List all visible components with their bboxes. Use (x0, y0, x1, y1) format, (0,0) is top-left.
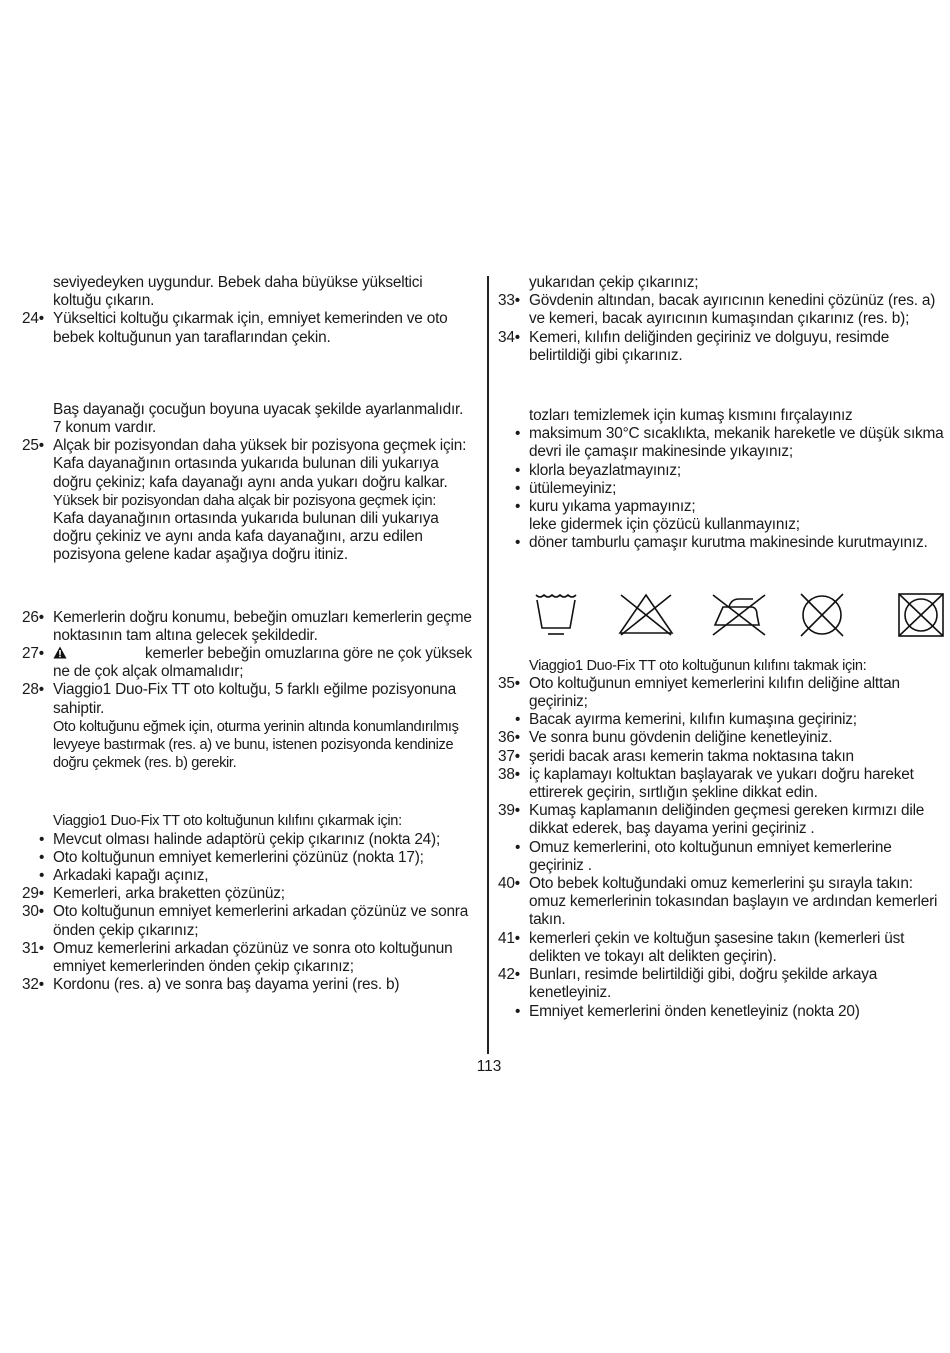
step-31: 31• Omuz kemerlerini arkadan çözünüz ve sonra oto koltuğunun emniyet kemerlerinden önden çekip çıkarınız; (22, 939, 453, 976)
step-28: 28• Viaggio1 Duo-Fix TT oto koltuğu, 5 farklı eğilme pozisyonuna sahiptir. (22, 681, 456, 717)
bullet-item: • kuru yıkama yapmayınız; (515, 498, 696, 516)
bullet-item: • Omuz kemerlerini, oto koltuğunun emniyet kemerlerine geçiriniz . (515, 838, 892, 874)
paragraph-continued: seviyedeyken uygundur. Bebek daha büyükse yükseltici koltuğu çıkarın. (53, 274, 423, 310)
paragraph-continued: yukarıdan çekip çıkarınız; (529, 274, 699, 291)
step-38: 38• iç kaplamayı koltuktan başlayarak ve yukarı doğru hareket ettirerek geçirin, sırtlığın şekline dikkat edin. (498, 765, 914, 802)
no-bleach-icon (617, 593, 675, 642)
step-30: 30• Oto koltuğunun emniyet kemerlerini arkadan çözünüz ve sonra önden çekip çıkarınız; (22, 903, 469, 939)
step-number: 33• (498, 292, 520, 310)
step-42: 42• Bunları, resimde belirtildiği gibi, doğru şekilde arkaya kenetleyiniz. (498, 966, 878, 1002)
step-28-note: Oto koltuğunu eğmek için, oturma yerinin altında konumlandırılmış levyeye bastırmak (res. a) ve bunu, istenen pozisyonda kendinize doğru çekmek (res. b) gerekir. (53, 718, 459, 772)
step-number: 27• (22, 645, 44, 663)
bullet-item: • Oto koltuğunun emniyet kemerlerini çözünüz (nokta 17); (39, 848, 424, 866)
fit-cover-intro: Viaggio1 Duo-Fix TT oto koltuğunun kılıfını takmak için: (529, 657, 867, 674)
washing-intro: tozları temizlemek için kumaş kısmını fırçalayınız (529, 407, 853, 425)
step-number: 30• (22, 903, 44, 921)
wash-30-icon (535, 592, 577, 643)
bullet-item: • Arkadaki kapağı açınız, (39, 867, 209, 885)
step-33: 33• Gövdenin altından, bacak ayırıcının kenedini çözünüz (res. a) ve kemeri, bacak ayırıcının kumaşından çıkarınız (res. b); (498, 292, 936, 328)
step-25-note-2: Kafa dayanağının ortasında yukarıda bulunan dili yukarıya doğru çekiniz ve aynı anda kafa dayanağını, arzu edilen pozisyona gelene kadar aşağıya doğru itiniz. (53, 510, 439, 564)
step-number: 24• (22, 310, 44, 328)
step-number: 31• (22, 939, 44, 957)
step-27: 27• kemerler bebeğin omuzlarına göre ne çok yüksek ne de çok alçak olmamalıdır; (22, 645, 473, 681)
no-tumble-dry-icon (895, 592, 947, 643)
step-number: 29• (22, 885, 44, 903)
step-number: 38• (498, 765, 520, 783)
bullet-item: • Bacak ayırma kemerini, kılıfın kumaşına geçiriniz; (515, 711, 857, 729)
step-36: 36• Ve sonra bunu gövdenin deliğine kenetleyiniz. (498, 729, 833, 747)
bullet-item: • maksimum 30°C sıcaklıkta, mekanik hareketle ve düşük sıkma devri ile çamaşır makinesinde yıkayınız; (515, 425, 944, 461)
step-34: 34• Kemeri, kılıfın deliğinden geçiriniz ve dolguyu, resimde belirtildiği gibi çıkarınız. (498, 328, 890, 364)
bullet-item: • klorla beyazlatmayınız; (515, 461, 681, 479)
step-number: 36• (498, 729, 520, 747)
step-number: 26• (22, 608, 44, 626)
bullet-item: • döner tamburlu çamaşır kurutma makinesinde kurutmayınız. (515, 534, 928, 552)
step-number: 32• (22, 976, 44, 994)
step-41: 41• kemerleri çekin ve koltuğun şasesine takın (kemerleri üst delikten ve tokayı alt delikten geçirin). (498, 929, 905, 965)
step-24: 24• Yükseltici koltuğu çıkarmak için, emniyet kemerinden ve oto bebek koltuğunun yan taraflarından çekin. (22, 310, 448, 346)
bullet-item: • Emniyet kemerlerini önden kenetleyiniz (nokta 20) (515, 1002, 860, 1020)
right-column (498, 274, 946, 1021)
step-number: 34• (498, 328, 520, 346)
step-40: 40• Oto bebek koltuğundaki omuz kemerlerini şu sırayla takın: omuz kemerlerinin tokasından başlayın ve ardından kemerleri takın. (498, 875, 938, 929)
warning-icon (53, 646, 67, 659)
bullet-item: • ütülemeyiniz; (515, 479, 617, 497)
page-number: 113 (476, 1058, 502, 1075)
step-number: 41• (498, 929, 520, 947)
headrest-intro: Baş dayanağı çocuğun boyuna uyacak şekilde ayarlanmalıdır. 7 konum vardır. (53, 400, 464, 437)
bullet-item-continued: leke gidermek için çözücü kullanmayınız; (529, 516, 800, 534)
step-26: 26• Kemerlerin doğru konumu, bebeğin omuzları kemerlerin geçme noktasının tam altına gelecek şekildedir. (22, 608, 472, 644)
step-number: 39• (498, 802, 520, 820)
step-37: 37• şeridi bacak arası kemerin takma noktasına takın (498, 747, 854, 765)
step-number: 28• (22, 681, 44, 699)
step-25-note: Yüksek bir pozisyondan daha alçak bir pozisyona geçmek için: (53, 492, 436, 509)
step-number: 35• (498, 674, 520, 692)
bullet-item: • Mevcut olması halinde adaptörü çekip çıkarınız (nokta 24); (39, 830, 441, 848)
step-number: 42• (498, 966, 520, 984)
no-dry-clean-icon (797, 592, 847, 643)
column-divider (487, 276, 489, 1054)
remove-cover-intro: Viaggio1 Duo-Fix TT oto koltuğunun kılıfını çıkarmak için: (53, 813, 402, 830)
step-number: 25• (22, 437, 44, 455)
step-25: 25• Alçak bir pozisyondan daha yüksek bir pozisyona geçmek için: Kafa dayanağının ortasında yukarıda bulunan dili yukarıya doğru çekiniz; kafa dayanağı aynı anda yukarı doğru kalkar. (22, 437, 467, 491)
step-32: 32• Kordonu (res. a) ve sonra baş dayama yerini (res. b) (22, 976, 400, 994)
left-column (22, 274, 474, 995)
step-29: 29• Kemerleri, arka braketten çözünüz; (22, 885, 285, 903)
step-35: 35• Oto koltuğunun emniyet kemerlerini kılıfın deliğine alttan geçiriniz; (498, 674, 900, 711)
step-39: 39• Kumaş kaplamanın deliğinden geçmesi gereken kırmızı dile dikkat ederek, baş dayama yerini geçiriniz . (498, 802, 925, 838)
no-iron-icon (707, 593, 769, 642)
step-number: 37• (498, 747, 520, 765)
step-number: 40• (498, 875, 520, 893)
